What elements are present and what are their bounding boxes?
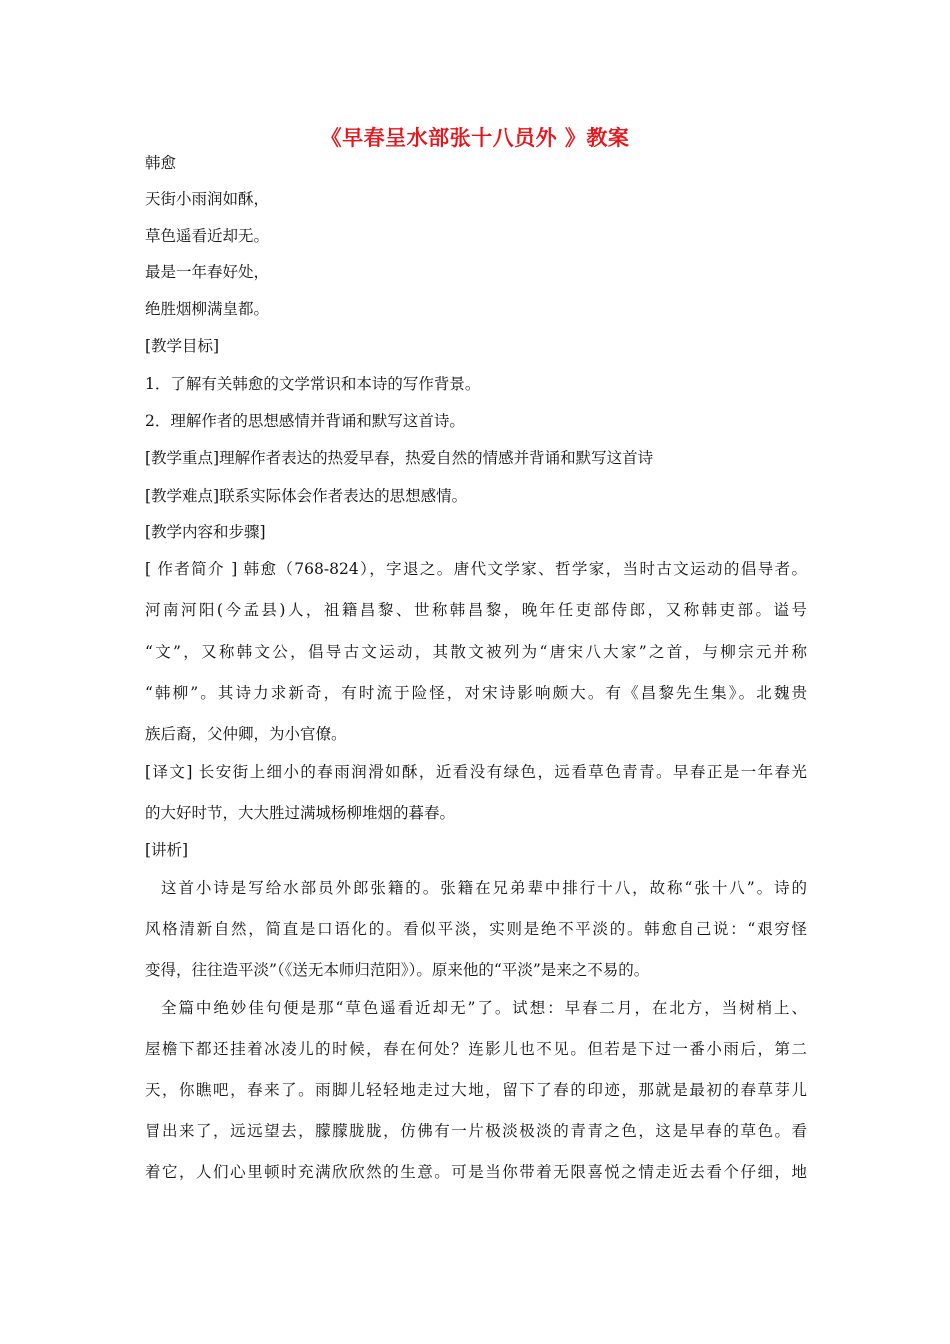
poem-line: 绝胜烟柳满皇都。 [145,300,270,318]
analysis-line: 屋檐下都还挂着冰凌儿的时候，春在何处？连影儿也不见。但若是下过一番小雨后，第二 [145,1040,807,1058]
poem-line: 天街小雨润如酥， [145,190,270,208]
analysis-header: [讲析] [145,841,189,859]
analysis-line: 天，你瞧吧，春来了。雨脚儿轻轻地走过大地，留下了春的印迹，那就是最初的春草芽儿 [145,1081,807,1099]
analysis-line: 变得，往往造平淡”（《送无本师归范阳》）。原来他的“平淡”是来之不易的。 [145,961,650,979]
analysis-line: 风格清新自然，简直是口语化的。看似平淡，实则是绝不平淡的。韩愈自己说：“艰穷怪 [145,920,807,938]
author-intro-line: 河南河阳(今孟县)人，祖籍昌黎、世称韩昌黎，晚年任吏部侍郎，又称韩吏部。谥号 [145,601,807,619]
author-intro-line: 族后裔，父仲卿，为小官僚。 [145,725,347,743]
key-point: [教学重点]理解作者表达的热爱早春，热爱自然的情感并背诵和默写这首诗 [145,449,654,467]
goal-item: 2．理解作者的思想感情并背诵和默写这首诗。 [145,412,465,430]
author-intro-line: [ 作者简介 ] 韩愈（768-824），字退之。唐代文学家、哲学家，当时古文运动的倡导者。 [145,560,807,578]
analysis-line: 这首小诗是写给水部员外郎张籍的。张籍在兄弟辈中排行十八，故称“张十八”。诗的 [161,879,807,897]
poem-line: 最是一年春好处， [145,263,270,281]
analysis-line: 冒出来了，远远望去，朦朦胧胧，仿佛有一片极淡极淡的青青之色，这是早春的草色。看 [145,1122,807,1140]
goal-item: 1．了解有关韩愈的文学常识和本诗的写作背景。 [145,375,481,393]
translation-line: [译文] 长安街上细小的春雨润滑如酥，近看没有绿色，远看草色青青。早春正是一年春光 [145,763,807,781]
author-intro-line: “韩柳”。其诗力求新奇，有时流于险怪，对宋诗影响颇大。有《昌黎先生集》。北魏贵 [145,684,807,702]
analysis-line: 全篇中绝妙佳句便是那“草色遥看近却无”了。试想：早春二月，在北方，当树梢上、 [161,999,807,1017]
poem-author: 韩愈 [145,154,177,172]
author-intro-line: “文”，又称韩文公，倡导古文运动，其散文被列为“唐宋八大家”之首，与柳宗元并称 [145,643,807,661]
difficulty: [教学难点]联系实际体会作者表达的思想感情。 [145,487,468,505]
goals-header: [教学目标] [145,337,220,355]
translation-line: 的大好时节，大大胜过满城杨柳堆烟的暮春。 [145,804,456,822]
content-header: [教学内容和步骤] [145,523,266,541]
analysis-line: 着它，人们心里顿时充满欣欣然的生意。可是当你带着无限喜悦之情走近去看个仔细，地 [145,1163,807,1181]
poem-line: 草色遥看近却无。 [145,227,270,245]
document-title: 《早春呈水部张十八员外 》教案 [320,125,630,150]
